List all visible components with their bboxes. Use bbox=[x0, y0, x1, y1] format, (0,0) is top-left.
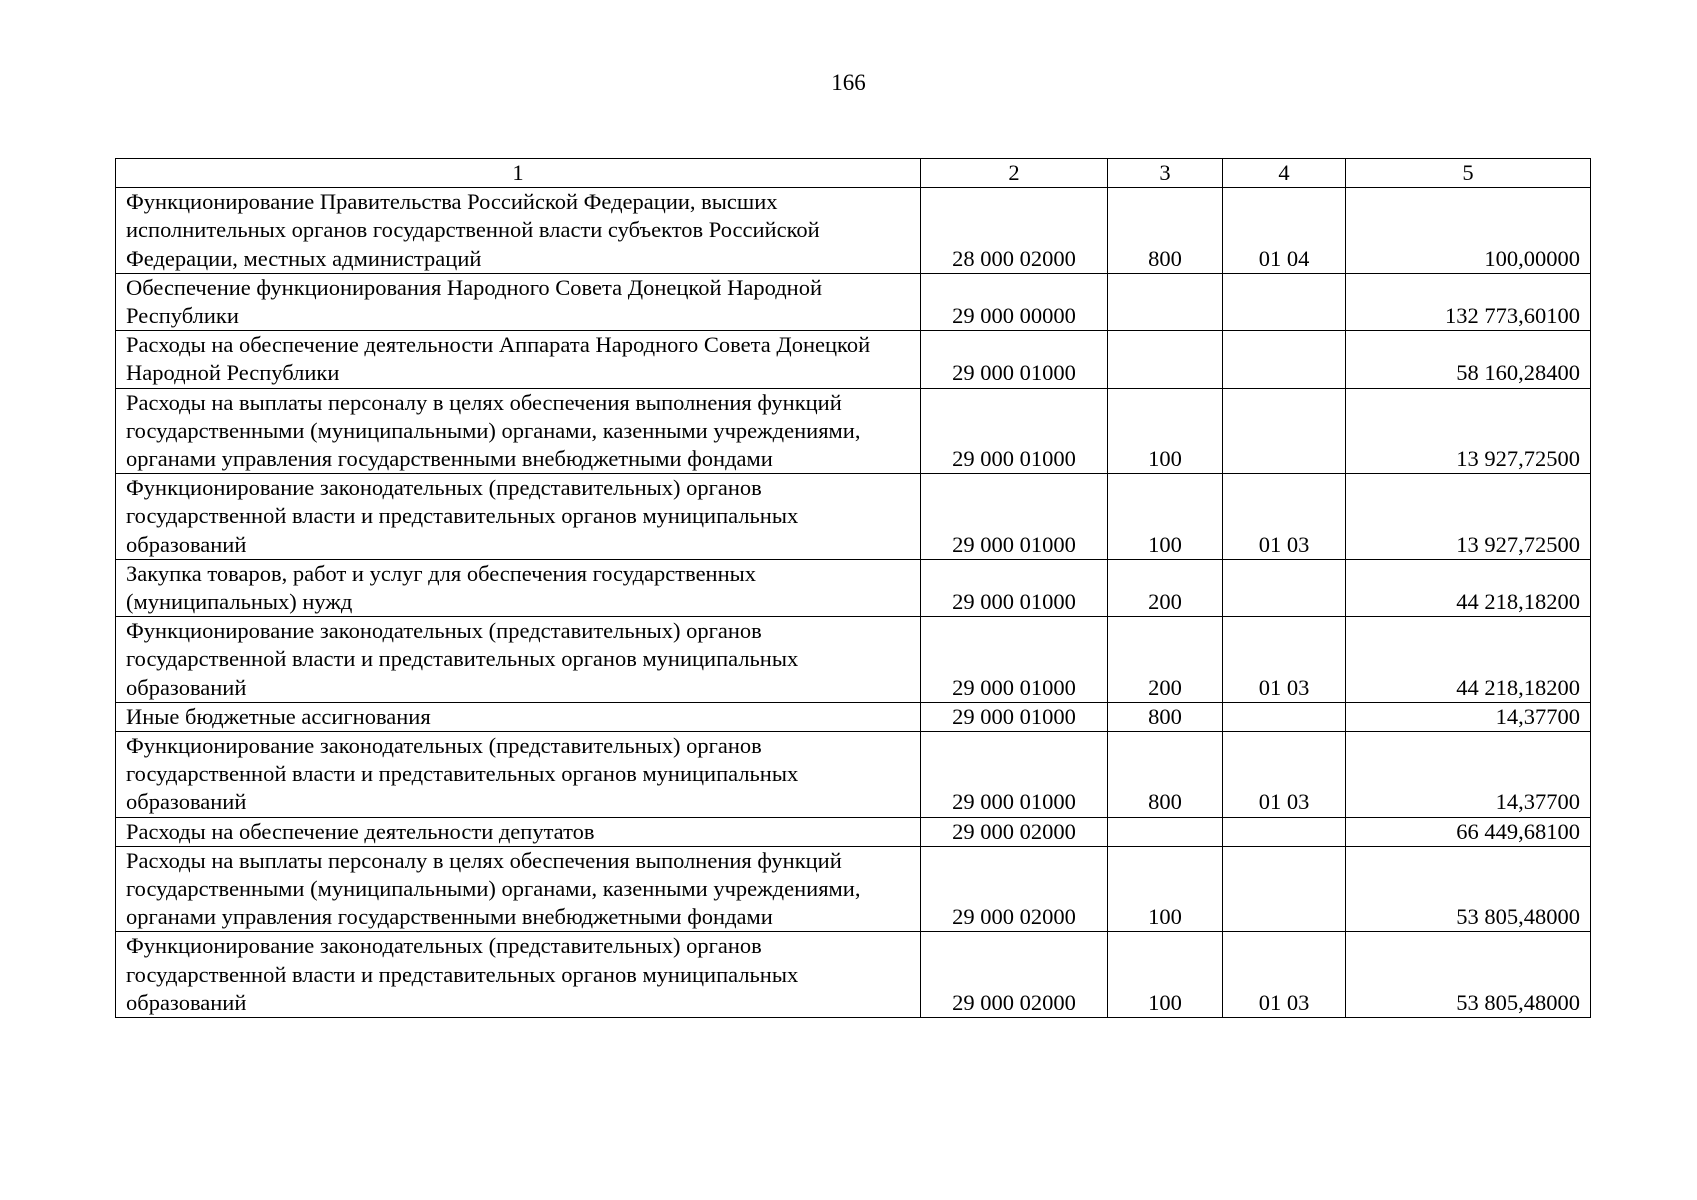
row-target-code: 29 000 00000 bbox=[921, 273, 1108, 330]
row-expense-type: 800 bbox=[1108, 732, 1223, 818]
row-name: Расходы на обеспечение деятельности депутатов bbox=[116, 817, 921, 846]
row-sum: 58 160,28400 bbox=[1346, 331, 1591, 388]
row-name: Расходы на выплаты персоналу в целях обеспечения выполнения функций государственными (муниципальными) органами, казенными учреждениями, органами управления государственными внебюджетными фондами bbox=[116, 846, 921, 932]
row-sum: 44 218,18200 bbox=[1346, 559, 1591, 616]
row-section: 01 03 bbox=[1223, 617, 1346, 703]
table-row bbox=[116, 331, 1591, 388]
row-target-code: 29 000 01000 bbox=[921, 474, 1108, 560]
table-row bbox=[116, 617, 1591, 703]
row-name: Обеспечение функционирования Народного Совета Донецкой Народной Республики bbox=[116, 273, 921, 330]
row-section bbox=[1223, 702, 1346, 731]
row-section: 01 03 bbox=[1223, 474, 1346, 560]
row-section: 01 03 bbox=[1223, 732, 1346, 818]
column-header-1: 1 bbox=[116, 159, 921, 188]
row-target-code: 29 000 01000 bbox=[921, 559, 1108, 616]
table-row bbox=[116, 559, 1591, 616]
row-target-code: 29 000 02000 bbox=[921, 932, 1108, 1018]
page-number: 166 bbox=[831, 70, 866, 95]
row-name: Функционирование законодательных (представительных) органов государственной власти и представительных органов муниципальных образований bbox=[116, 474, 921, 560]
row-expense-type: 100 bbox=[1108, 846, 1223, 932]
row-target-code: 29 000 02000 bbox=[921, 817, 1108, 846]
row-target-code: 29 000 02000 bbox=[921, 846, 1108, 932]
row-name: Закупка товаров, работ и услуг для обеспечения государственных (муниципальных) нужд bbox=[116, 559, 921, 616]
column-header-3: 3 bbox=[1108, 159, 1223, 188]
row-sum: 13 927,72500 bbox=[1346, 474, 1591, 560]
row-sum: 14,37700 bbox=[1346, 702, 1591, 731]
table-row bbox=[116, 732, 1591, 818]
column-header-4: 4 bbox=[1223, 159, 1346, 188]
table-row bbox=[116, 702, 1591, 731]
row-name: Функционирование законодательных (представительных) органов государственной власти и представительных органов муниципальных образований bbox=[116, 732, 921, 818]
row-target-code: 28 000 02000 bbox=[921, 188, 1108, 274]
table-row bbox=[116, 474, 1591, 560]
row-expense-type: 200 bbox=[1108, 617, 1223, 703]
row-section: 01 03 bbox=[1223, 932, 1346, 1018]
table-row bbox=[116, 817, 1591, 846]
row-section bbox=[1223, 817, 1346, 846]
row-expense-type: 100 bbox=[1108, 932, 1223, 1018]
row-section bbox=[1223, 559, 1346, 616]
row-sum: 53 805,48000 bbox=[1346, 846, 1591, 932]
row-expense-type: 800 bbox=[1108, 188, 1223, 274]
column-header-5: 5 bbox=[1346, 159, 1591, 188]
table-header-row bbox=[116, 159, 1591, 188]
row-section bbox=[1223, 331, 1346, 388]
table-row bbox=[116, 188, 1591, 274]
row-sum: 14,37700 bbox=[1346, 732, 1591, 818]
row-sum: 13 927,72500 bbox=[1346, 388, 1591, 474]
row-sum: 44 218,18200 bbox=[1346, 617, 1591, 703]
row-sum: 53 805,48000 bbox=[1346, 932, 1591, 1018]
row-name: Расходы на выплаты персоналу в целях обеспечения выполнения функций государственными (муниципальными) органами, казенными учреждениями, органами управления государственными внебюджетными фондами bbox=[116, 388, 921, 474]
row-target-code: 29 000 01000 bbox=[921, 388, 1108, 474]
row-target-code: 29 000 01000 bbox=[921, 702, 1108, 731]
row-sum: 66 449,68100 bbox=[1346, 817, 1591, 846]
table-body bbox=[116, 188, 1591, 1018]
row-expense-type bbox=[1108, 273, 1223, 330]
row-name: Иные бюджетные ассигнования bbox=[116, 702, 921, 731]
row-section bbox=[1223, 273, 1346, 330]
budget-table bbox=[115, 158, 1591, 1018]
row-name: Расходы на обеспечение деятельности Аппарата Народного Совета Донецкой Народной Республики bbox=[116, 331, 921, 388]
column-header-2: 2 bbox=[921, 159, 1108, 188]
row-target-code: 29 000 01000 bbox=[921, 732, 1108, 818]
row-target-code: 29 000 01000 bbox=[921, 617, 1108, 703]
row-name: Функционирование законодательных (представительных) органов государственной власти и представительных органов муниципальных образований bbox=[116, 617, 921, 703]
row-sum: 100,00000 bbox=[1346, 188, 1591, 274]
row-expense-type: 100 bbox=[1108, 388, 1223, 474]
row-expense-type bbox=[1108, 331, 1223, 388]
row-section: 01 04 bbox=[1223, 188, 1346, 274]
table-row bbox=[116, 388, 1591, 474]
row-expense-type bbox=[1108, 817, 1223, 846]
row-expense-type: 800 bbox=[1108, 702, 1223, 731]
row-section bbox=[1223, 388, 1346, 474]
row-name: Функционирование законодательных (представительных) органов государственной власти и представительных органов муниципальных образований bbox=[116, 932, 921, 1018]
row-sum: 132 773,60100 bbox=[1346, 273, 1591, 330]
row-section bbox=[1223, 846, 1346, 932]
table-row bbox=[116, 932, 1591, 1018]
row-expense-type: 100 bbox=[1108, 474, 1223, 560]
table-row bbox=[116, 273, 1591, 330]
row-name: Функционирование Правительства Российской Федерации, высших исполнительных органов государственной власти субъектов Российской Федерации, местных администраций bbox=[116, 188, 921, 274]
table-row bbox=[116, 846, 1591, 932]
row-expense-type: 200 bbox=[1108, 559, 1223, 616]
row-target-code: 29 000 01000 bbox=[921, 331, 1108, 388]
